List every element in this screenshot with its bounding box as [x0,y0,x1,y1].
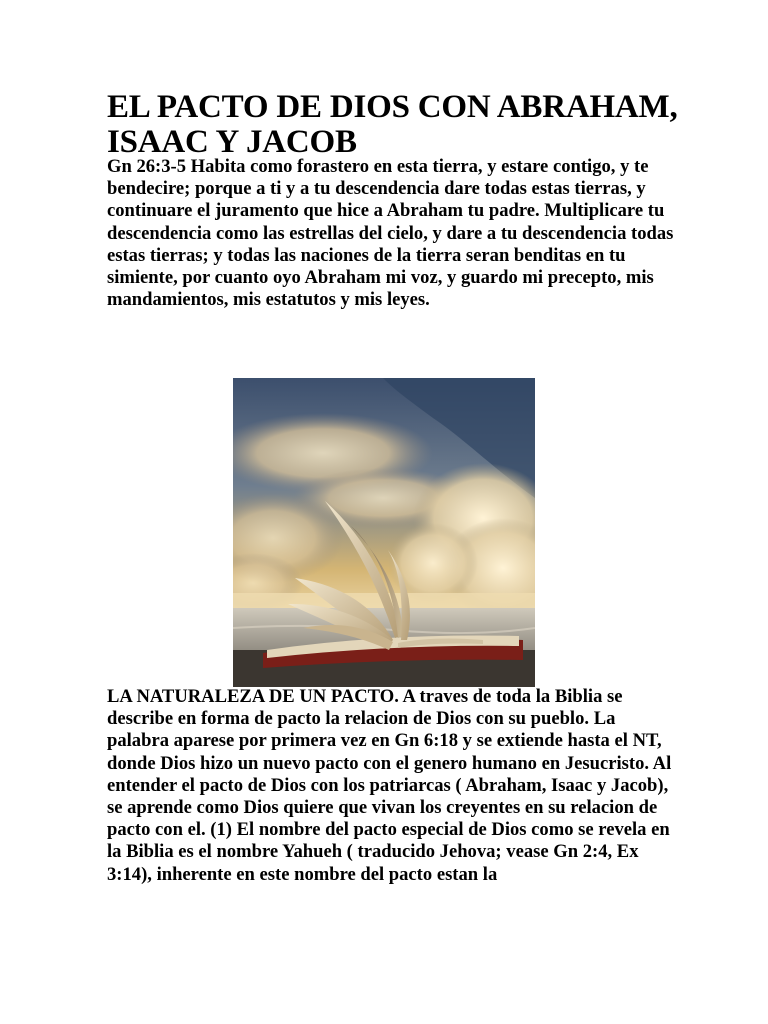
scripture-paragraph: Gn 26:3-5 Habita como forastero en esta tierra, y estare contigo, y te bendecire; porque a ti y a tu descendencia dare todas estas tierras, y continuare el juramento que hice a Abraham tu padre. Multiplicare tu descendencia como las estrellas del cielo, y dare a tu descendencia todas estas tierras; y todas las naciones de la tierra seran benditas en tu simiente, por cuanto oyo Abraham mi voz, y guardo mi precepto, mis mandamientos, mis estatutos y mis leyes. [107,156,674,311]
document-title: EL PACTO DE DIOS CON ABRAHAM, ISAAC Y JACOB [107,89,678,160]
open-book-clouds-image [233,378,535,687]
pact-nature-paragraph: LA NATURALEZA DE UN PACTO. A traves de toda la Biblia se describe en forma de pacto la relacion de Dios con su pueblo. La palabra aparese por primera vez en Gn 6:18 y se extiende hasta el NT, donde Dios hizo un nuevo pacto con el genero humano en Jesucristo. Al entender el pacto de Dios con los patriarcas ( Abraham, Isaac y Jacob), se aprende como Dios quiere que vivan los creyentes en su relacion de pacto con el. (1) El nombre del pacto especial de Dios como se revela en la Biblia es el nombre Yahueh ( traducido Jehova; vease Gn 2:4, Ex 3:14), inherente en este nombre del pacto estan la [107,686,672,885]
